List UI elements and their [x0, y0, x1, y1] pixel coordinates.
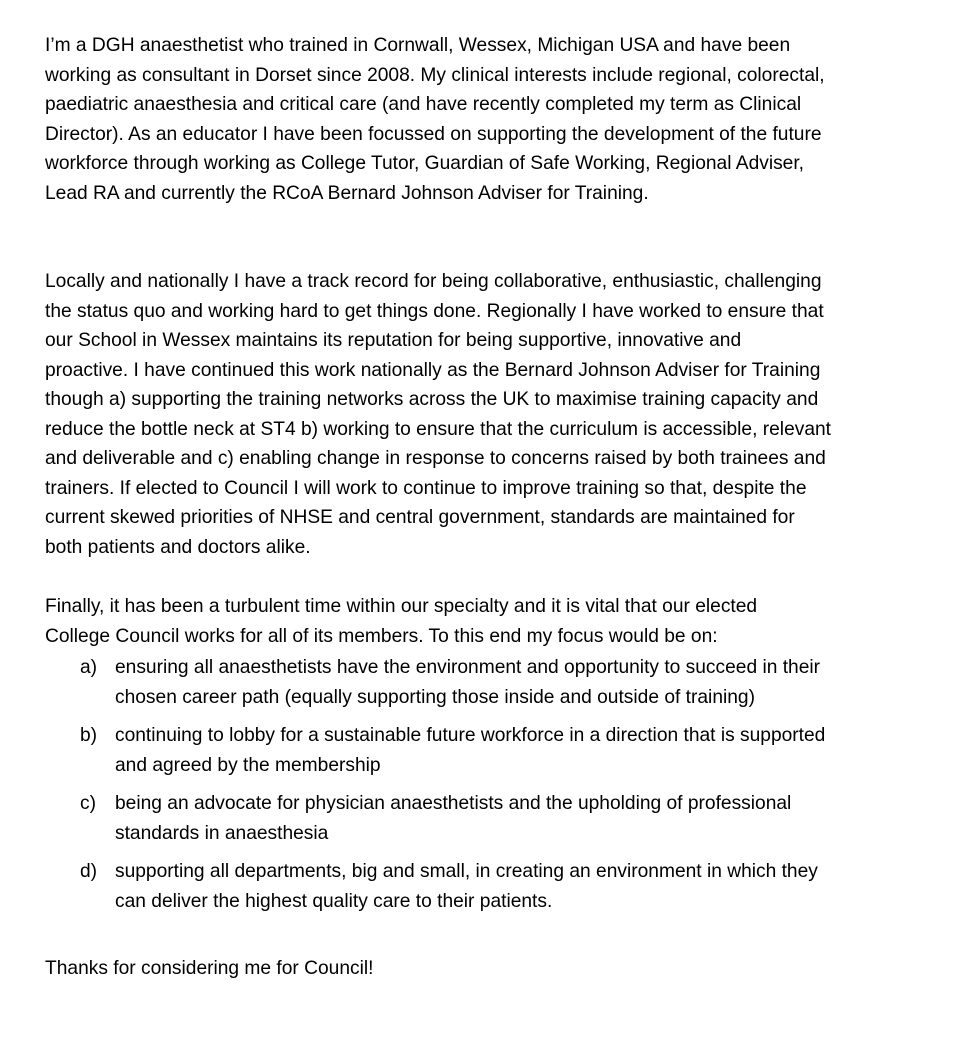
- text-line: both patients and doctors alike.: [45, 536, 311, 558]
- list-item: [45, 653, 937, 712]
- text-line: proactive. I have continued this work nationally as the Bernard Johnson Adviser for Training: [45, 359, 821, 381]
- text-line: Director). As an educator I have been focussed on supporting the development of the future: [45, 123, 822, 145]
- text-line: the status quo and working hard to get things done. Regionally I have worked to ensure that: [45, 300, 824, 322]
- text-line: and agreed by the membership: [115, 754, 381, 776]
- text-line: though a) supporting the training networks across the UK to maximise training capacity and: [45, 389, 819, 410]
- text-line: reduce the bottle neck at ST4 b) working to ensure that the curriculum is accessible, relevant: [45, 418, 832, 440]
- text-line: workforce through working as College Tutor, Guardian of Safe Working, Regional Adviser,: [45, 153, 805, 174]
- text-line: can deliver the highest quality care to their patients.: [115, 890, 553, 912]
- text-line: current skewed priorities of NHSE and central government, standards are maintained for: [45, 507, 795, 528]
- text-line: paediatric anaesthesia and critical care (and have recently completed my term as Clinical: [45, 94, 802, 115]
- list-item: [45, 789, 937, 848]
- text-line: standards in anaesthesia: [115, 822, 329, 844]
- text-line: ensuring all anaesthetists have the environment and opportunity to succeed in their: [115, 657, 821, 678]
- text-line: Lead RA and currently the RCoA Bernard Johnson Adviser for Training.: [45, 182, 649, 204]
- focus-list: [45, 653, 937, 916]
- list-item: [45, 721, 937, 780]
- list-marker: d): [80, 861, 98, 882]
- text-line: being an advocate for physician anaesthetists and the upholding of professional: [115, 793, 792, 814]
- text-line: trainers. If elected to Council I will work to continue to improve training so that, despite the: [45, 477, 807, 499]
- closing-line: Thanks for considering me for Council!: [45, 958, 374, 979]
- list-marker: c): [80, 793, 96, 814]
- text-line: Finally, it has been a turbulent time within our specialty and it is vital that our elected: [45, 596, 758, 617]
- text-line: supporting all departments, big and small, in creating an environment in which they: [115, 861, 818, 882]
- paragraph-background: [45, 31, 937, 208]
- text-line: I’m a DGH anaesthetist who trained in Cornwall, Wessex, Michigan USA and have been: [45, 35, 791, 56]
- paragraph-focus-intro: [45, 592, 937, 651]
- document-body: [45, 31, 937, 984]
- text-line: and deliverable and c) enabling change in response to concerns raised by both trainees and: [45, 448, 826, 469]
- text-line: chosen career path (equally supporting those inside and outside of training): [115, 686, 755, 708]
- text-line: our School in Wessex maintains its reputation for being supportive, innovative and: [45, 330, 742, 351]
- list-marker: b): [80, 725, 98, 746]
- text-line: working as consultant in Dorset since 2008. My clinical interests include regional, colorectal,: [45, 64, 825, 86]
- text-line: College Council works for all of its members. To this end my focus would be on:: [45, 625, 718, 647]
- text-line: Locally and nationally I have a track record for being collaborative, enthusiastic, challenging: [45, 271, 822, 292]
- list-marker: a): [80, 657, 98, 678]
- text-line: continuing to lobby for a sustainable future workforce in a direction that is supported: [115, 725, 826, 746]
- list-item: [45, 857, 937, 916]
- paragraph-track-record: [45, 267, 937, 562]
